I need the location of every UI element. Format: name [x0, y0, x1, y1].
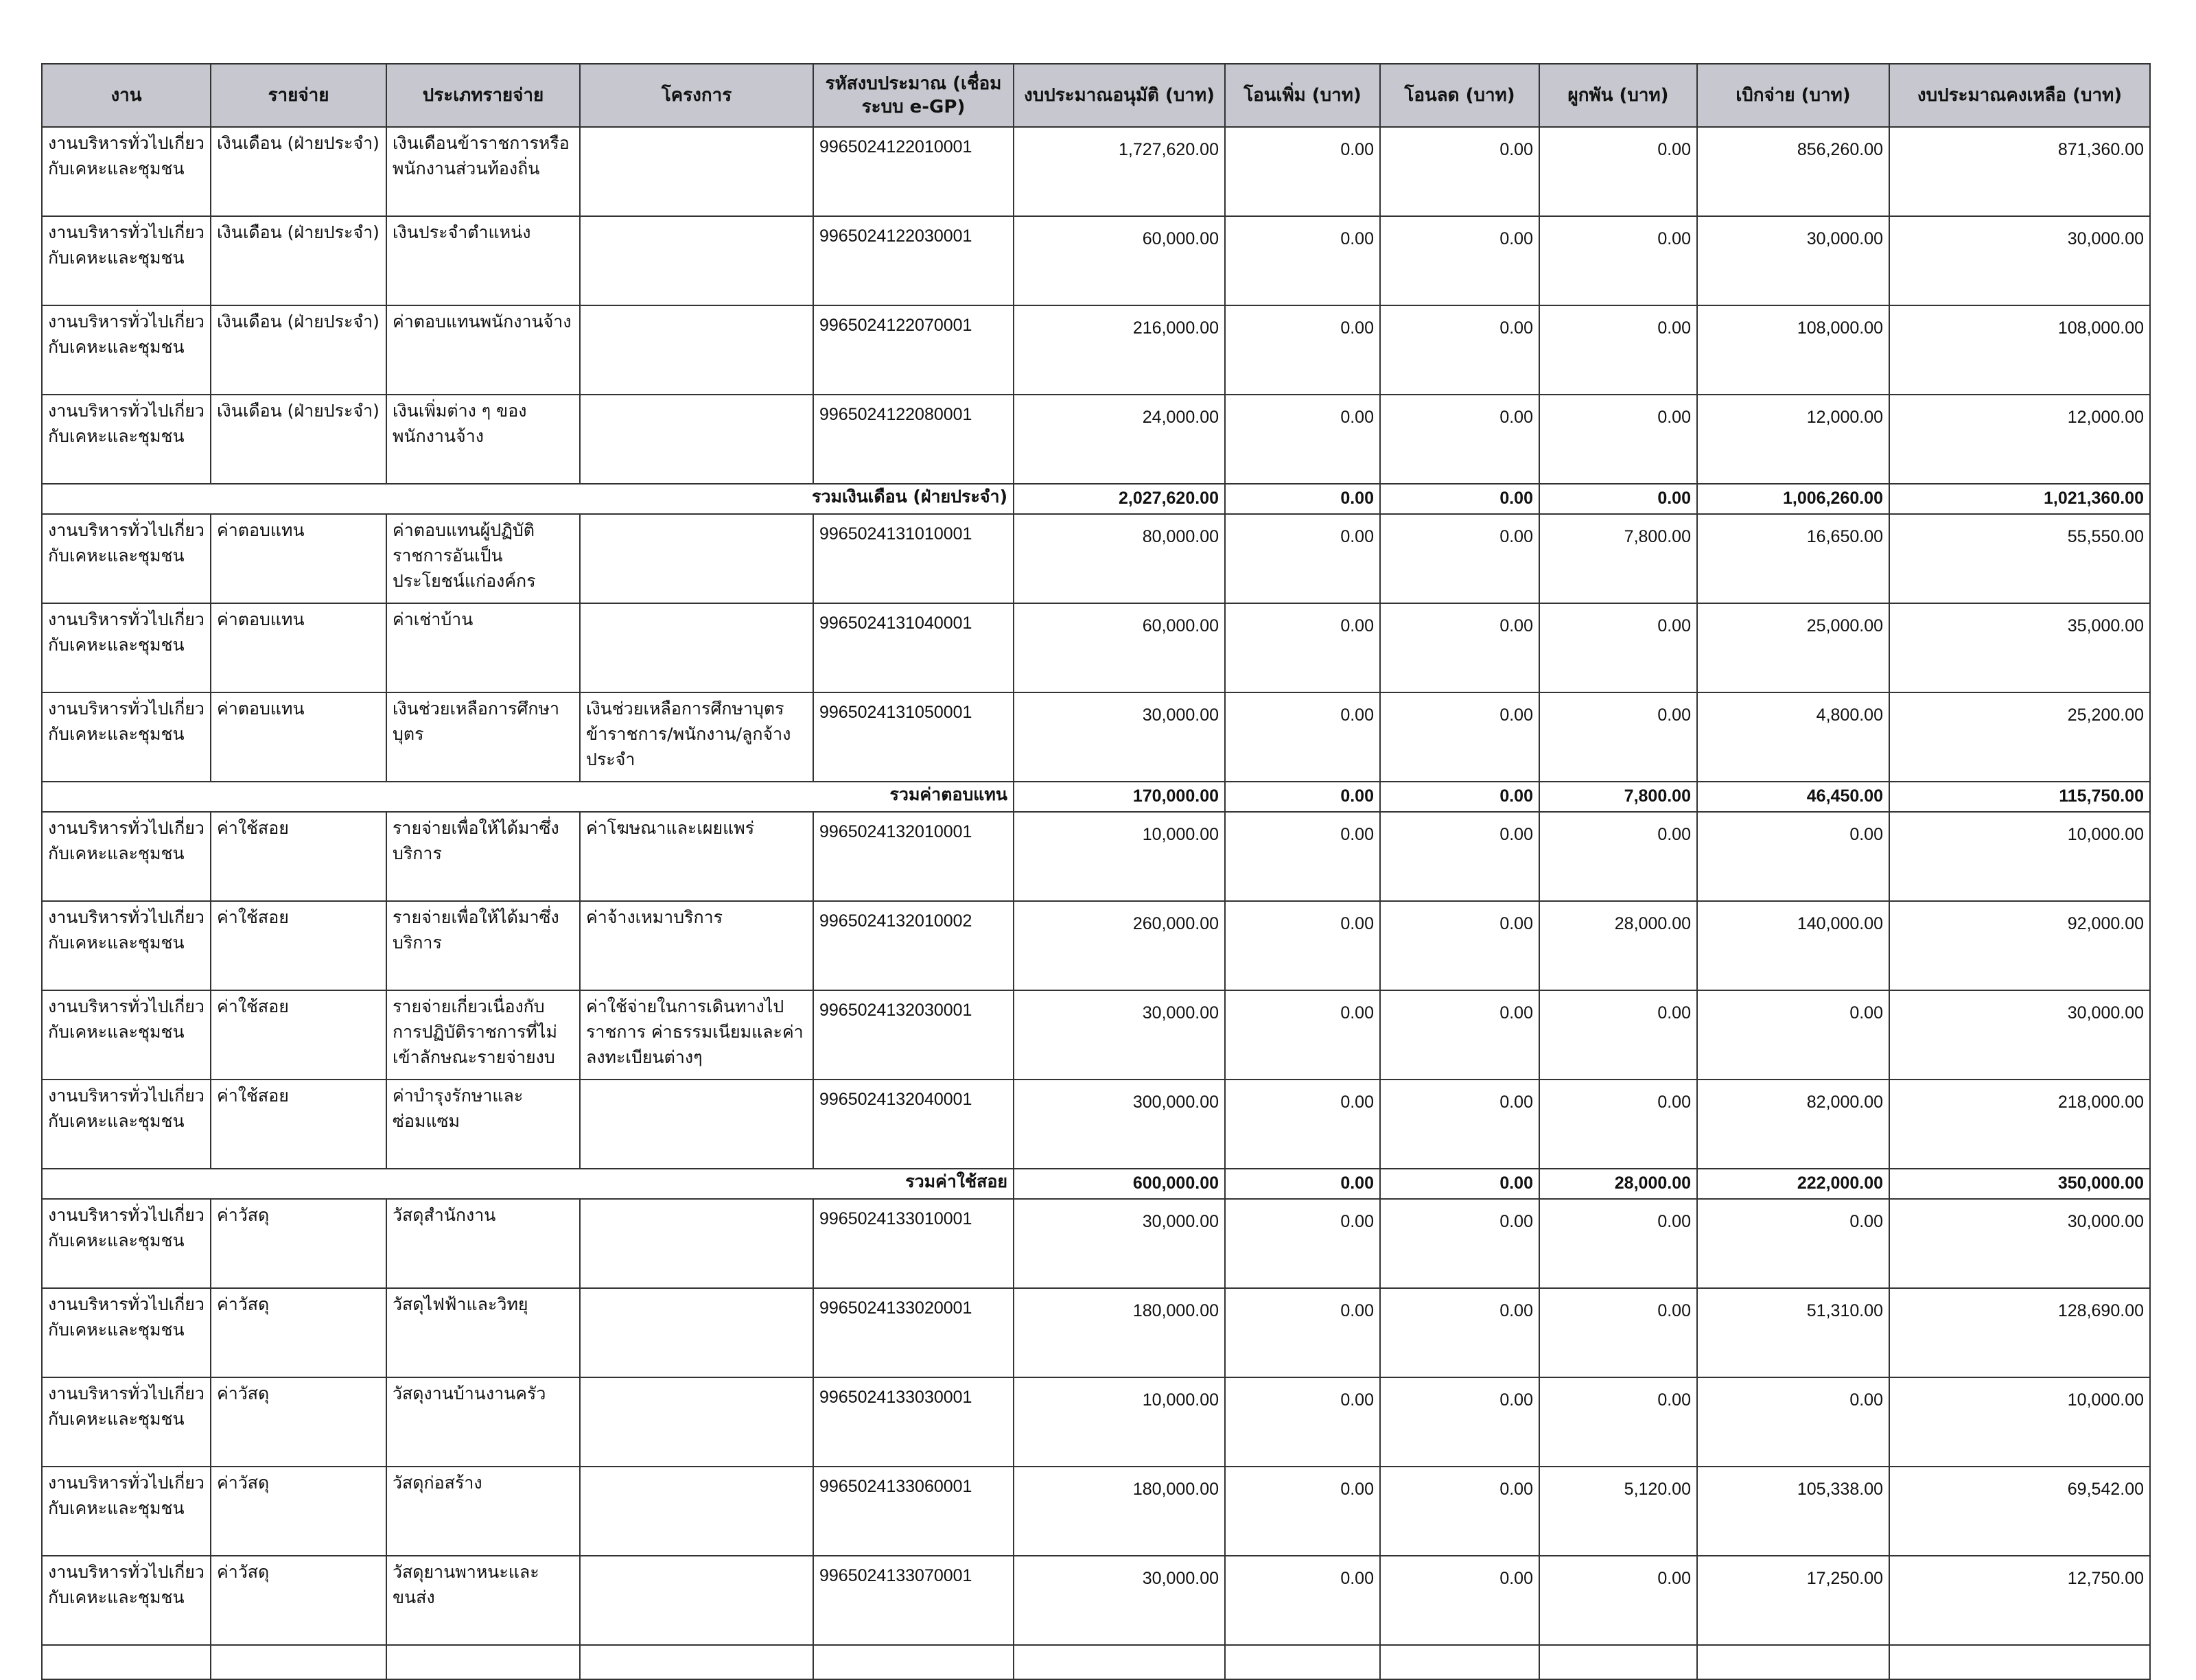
- cell-transfer-out: 0.00: [1380, 305, 1539, 395]
- cell-budget-code: 9965024133010001: [813, 1199, 1014, 1288]
- cell-project: [580, 1556, 813, 1645]
- col-header-committed: ผูกพัน (บาท): [1539, 64, 1697, 127]
- cell-expense-type: ค่าเช่าบ้าน: [386, 603, 580, 692]
- col-header-expense: รายจ่าย: [211, 64, 386, 127]
- table-header: [42, 64, 2150, 127]
- cell-committed: 0.00: [1539, 692, 1697, 782]
- cell-budget-code: 9965024132010002: [813, 901, 1014, 990]
- cell-expense-type: ค่าตอบแทนผู้ปฏิบัติราชการอันเป็นประโยชน์แก่องค์กร: [386, 514, 580, 603]
- cell-expense-type: ค่าบำรุงรักษาและซ่อมแซม: [386, 1080, 580, 1169]
- cell-work: งานบริหารทั่วไปเกี่ยวกับเคหะและชุมชน: [42, 1377, 211, 1467]
- cell-work: งานบริหารทั่วไปเกี่ยวกับเคหะและชุมชน: [42, 990, 211, 1080]
- subtotal-row: [42, 782, 2150, 812]
- cell-remaining: 35,000.00: [1889, 603, 2150, 692]
- cell-expense-type: วัสดุยานพาหนะและขนส่ง: [386, 1556, 580, 1645]
- cell-transfer-in: 0.00: [1225, 1199, 1380, 1288]
- cell-transfer-out: 0.00: [1380, 901, 1539, 990]
- cell-expense-type: รายจ่ายเพื่อให้ได้มาซึ่งบริการ: [386, 901, 580, 990]
- cell-committed: 0.00: [1539, 1199, 1697, 1288]
- cell-transfer-in: 0.00: [1225, 127, 1380, 216]
- cell-work: งานบริหารทั่วไปเกี่ยวกับเคหะและชุมชน: [42, 305, 211, 395]
- cell-budget-code: 9965024122030001: [813, 216, 1014, 305]
- col-header-project: โครงการ: [580, 64, 813, 127]
- cell-transfer-in: 0.00: [1225, 1080, 1380, 1169]
- cell-disbursed: 0.00: [1697, 812, 1889, 901]
- subtotal-approved: 600,000.00: [1014, 1169, 1225, 1199]
- cell-expense-type: รายจ่ายเพื่อให้ได้มาซึ่งบริการ: [386, 812, 580, 901]
- cell-work: งานบริหารทั่วไปเกี่ยวกับเคหะและชุมชน: [42, 1080, 211, 1169]
- table-row: [42, 395, 2150, 484]
- cell-remaining: 69,542.00: [1889, 1467, 2150, 1556]
- cell-expense: ค่าตอบแทน: [211, 692, 386, 782]
- cell-disbursed: 0.00: [1697, 1377, 1889, 1467]
- cell-committed: 0.00: [1539, 990, 1697, 1080]
- subtotal-label: รวมเงินเดือน (ฝ่ายประจำ): [42, 484, 1014, 514]
- cell-transfer-in: 0.00: [1225, 305, 1380, 395]
- cell-budget-code: 9965024133030001: [813, 1377, 1014, 1467]
- table-row: [42, 1556, 2150, 1645]
- cell-remaining: 871,360.00: [1889, 127, 2150, 216]
- cell-project: [580, 1288, 813, 1377]
- cell-project: [580, 305, 813, 395]
- cell-expense: ค่าใช้สอย: [211, 901, 386, 990]
- cell-committed: 0.00: [1539, 1080, 1697, 1169]
- cell-budget-code: 9965024131010001: [813, 514, 1014, 603]
- cell-transfer-out: 0.00: [1380, 127, 1539, 216]
- cell-remaining: 10,000.00: [1889, 812, 2150, 901]
- cell-budget-code: 9965024122080001: [813, 395, 1014, 484]
- cell-expense: ค่าวัสดุ: [211, 1467, 386, 1556]
- cell-expense: ค่าใช้สอย: [211, 990, 386, 1080]
- cell-expense: ค่าวัสดุ: [211, 1556, 386, 1645]
- cell-remaining: 30,000.00: [1889, 990, 2150, 1080]
- cell-expense: ค่าตอบแทน: [211, 514, 386, 603]
- cell-approved: 30,000.00: [1014, 692, 1225, 782]
- cell-transfer-in: 0.00: [1225, 603, 1380, 692]
- cell-expense: ค่าตอบแทน: [211, 603, 386, 692]
- cell-expense: ค่าวัสดุ: [211, 1199, 386, 1288]
- cell-expense-type: วัสดุสำนักงาน: [386, 1199, 580, 1288]
- cell-committed: 28,000.00: [1539, 901, 1697, 990]
- cell-remaining: 25,200.00: [1889, 692, 2150, 782]
- cell-expense-type: เงินช่วยเหลือการศึกษาบุตร: [386, 692, 580, 782]
- cell-disbursed: 16,650.00: [1697, 514, 1889, 603]
- cell-transfer-out: 0.00: [1380, 395, 1539, 484]
- subtotal-transfer-out: 0.00: [1380, 782, 1539, 812]
- cell-transfer-out: 0.00: [1380, 603, 1539, 692]
- cell-project: [580, 395, 813, 484]
- cell-work: งานบริหารทั่วไปเกี่ยวกับเคหะและชุมชน: [42, 603, 211, 692]
- cell-work: งานบริหารทั่วไปเกี่ยวกับเคหะและชุมชน: [42, 1288, 211, 1377]
- subtotal-disbursed: 222,000.00: [1697, 1169, 1889, 1199]
- table-row: [42, 901, 2150, 990]
- cell-budget-code: 9965024132030001: [813, 990, 1014, 1080]
- col-header-transfer-out: โอนลด (บาท): [1380, 64, 1539, 127]
- cell-work: งานบริหารทั่วไปเกี่ยวกับเคหะและชุมชน: [42, 216, 211, 305]
- subtotal-transfer-out: 0.00: [1380, 484, 1539, 514]
- table-row: [42, 692, 2150, 782]
- col-header-approved: งบประมาณอนุมัติ (บาท): [1014, 64, 1225, 127]
- subtotal-remaining: 115,750.00: [1889, 782, 2150, 812]
- cell-approved: 30,000.00: [1014, 1199, 1225, 1288]
- cell-project: ค่าใช้จ่ายในการเดินทางไปราชการ ค่าธรรมเนียมและค่าลงทะเบียนต่างๆ: [580, 990, 813, 1080]
- cell-disbursed: 0.00: [1697, 990, 1889, 1080]
- cell-transfer-out: 0.00: [1380, 1288, 1539, 1377]
- subtotal-row: [42, 1169, 2150, 1199]
- cell-committed: 0.00: [1539, 1288, 1697, 1377]
- cell-approved: 30,000.00: [1014, 990, 1225, 1080]
- cell-committed: 0.00: [1539, 216, 1697, 305]
- subtotal-disbursed: 1,006,260.00: [1697, 484, 1889, 514]
- cell-expense: เงินเดือน (ฝ่ายประจำ): [211, 127, 386, 216]
- table-row: [42, 990, 2150, 1080]
- cell-remaining: 92,000.00: [1889, 901, 2150, 990]
- cell-approved: 180,000.00: [1014, 1467, 1225, 1556]
- cell-project: [580, 127, 813, 216]
- cell-expense: ค่าใช้สอย: [211, 1080, 386, 1169]
- table-row: [42, 812, 2150, 901]
- cell-disbursed: 108,000.00: [1697, 305, 1889, 395]
- cell-disbursed: 105,338.00: [1697, 1467, 1889, 1556]
- cell-remaining: 55,550.00: [1889, 514, 2150, 603]
- cell-work: งานบริหารทั่วไปเกี่ยวกับเคหะและชุมชน: [42, 1199, 211, 1288]
- cell-work: งานบริหารทั่วไปเกี่ยวกับเคหะและชุมชน: [42, 127, 211, 216]
- empty-cell: [386, 1645, 580, 1679]
- col-header-expense-type: ประเภทรายจ่าย: [386, 64, 580, 127]
- cell-expense-type: ค่าตอบแทนพนักงานจ้าง: [386, 305, 580, 395]
- subtotal-approved: 170,000.00: [1014, 782, 1225, 812]
- cell-disbursed: 30,000.00: [1697, 216, 1889, 305]
- empty-cell: [580, 1645, 813, 1679]
- cell-expense: ค่าวัสดุ: [211, 1288, 386, 1377]
- cell-budget-code: 9965024122010001: [813, 127, 1014, 216]
- cell-budget-code: 9965024133020001: [813, 1288, 1014, 1377]
- col-header-transfer-in: โอนเพิ่ม (บาท): [1225, 64, 1380, 127]
- cell-transfer-in: 0.00: [1225, 395, 1380, 484]
- empty-cell: [1697, 1645, 1889, 1679]
- cell-project: [580, 603, 813, 692]
- cell-disbursed: 12,000.00: [1697, 395, 1889, 484]
- subtotal-transfer-in: 0.00: [1225, 484, 1380, 514]
- cell-committed: 0.00: [1539, 127, 1697, 216]
- empty-cell: [1380, 1645, 1539, 1679]
- cell-transfer-in: 0.00: [1225, 1288, 1380, 1377]
- col-header-budget-code: รหัสงบประมาณ (เชื่อมระบบ e-GP): [813, 64, 1014, 127]
- cell-transfer-out: 0.00: [1380, 1467, 1539, 1556]
- cell-committed: 5,120.00: [1539, 1467, 1697, 1556]
- table-row: [42, 1467, 2150, 1556]
- cell-approved: 1,727,620.00: [1014, 127, 1225, 216]
- cell-committed: 0.00: [1539, 305, 1697, 395]
- cell-committed: 0.00: [1539, 1377, 1697, 1467]
- cell-budget-code: 9965024132010001: [813, 812, 1014, 901]
- cell-work: งานบริหารทั่วไปเกี่ยวกับเคหะและชุมชน: [42, 812, 211, 901]
- cell-disbursed: 51,310.00: [1697, 1288, 1889, 1377]
- cell-transfer-in: 0.00: [1225, 216, 1380, 305]
- cell-work: งานบริหารทั่วไปเกี่ยวกับเคหะและชุมชน: [42, 901, 211, 990]
- cell-work: งานบริหารทั่วไปเกี่ยวกับเคหะและชุมชน: [42, 1467, 211, 1556]
- cell-transfer-out: 0.00: [1380, 1377, 1539, 1467]
- cell-expense: เงินเดือน (ฝ่ายประจำ): [211, 305, 386, 395]
- empty-row: [42, 1645, 2150, 1679]
- cell-budget-code: 9965024133070001: [813, 1556, 1014, 1645]
- subtotal-transfer-in: 0.00: [1225, 782, 1380, 812]
- cell-committed: 0.00: [1539, 812, 1697, 901]
- table-row: [42, 1377, 2150, 1467]
- cell-work: งานบริหารทั่วไปเกี่ยวกับเคหะและชุมชน: [42, 395, 211, 484]
- cell-disbursed: 4,800.00: [1697, 692, 1889, 782]
- cell-project: [580, 1377, 813, 1467]
- cell-committed: 0.00: [1539, 603, 1697, 692]
- cell-transfer-in: 0.00: [1225, 901, 1380, 990]
- cell-transfer-out: 0.00: [1380, 692, 1539, 782]
- cell-committed: 0.00: [1539, 1556, 1697, 1645]
- cell-remaining: 218,000.00: [1889, 1080, 2150, 1169]
- table-row: [42, 1199, 2150, 1288]
- subtotal-row: [42, 484, 2150, 514]
- empty-cell: [1889, 1645, 2150, 1679]
- cell-approved: 30,000.00: [1014, 1556, 1225, 1645]
- cell-remaining: 128,690.00: [1889, 1288, 2150, 1377]
- cell-approved: 10,000.00: [1014, 812, 1225, 901]
- cell-approved: 216,000.00: [1014, 305, 1225, 395]
- cell-project: [580, 1080, 813, 1169]
- cell-transfer-out: 0.00: [1380, 514, 1539, 603]
- cell-expense: ค่าใช้สอย: [211, 812, 386, 901]
- cell-remaining: 30,000.00: [1889, 1199, 2150, 1288]
- cell-transfer-in: 0.00: [1225, 812, 1380, 901]
- subtotal-approved: 2,027,620.00: [1014, 484, 1225, 514]
- cell-work: งานบริหารทั่วไปเกี่ยวกับเคหะและชุมชน: [42, 514, 211, 603]
- cell-project: [580, 514, 813, 603]
- cell-transfer-in: 0.00: [1225, 1467, 1380, 1556]
- cell-transfer-out: 0.00: [1380, 1556, 1539, 1645]
- table-row: [42, 514, 2150, 603]
- cell-approved: 260,000.00: [1014, 901, 1225, 990]
- cell-project: เงินช่วยเหลือการศึกษาบุตรข้าราชการ/พนักงาน/ลูกจ้างประจำ: [580, 692, 813, 782]
- cell-disbursed: 25,000.00: [1697, 603, 1889, 692]
- cell-remaining: 12,750.00: [1889, 1556, 2150, 1645]
- cell-approved: 300,000.00: [1014, 1080, 1225, 1169]
- empty-cell: [813, 1645, 1014, 1679]
- cell-expense-type: เงินเดือนข้าราชการหรือพนักงานส่วนท้องถิ่น: [386, 127, 580, 216]
- cell-transfer-out: 0.00: [1380, 1080, 1539, 1169]
- cell-remaining: 108,000.00: [1889, 305, 2150, 395]
- cell-project: ค่าจ้างเหมาบริการ: [580, 901, 813, 990]
- cell-committed: 0.00: [1539, 395, 1697, 484]
- empty-cell: [1014, 1645, 1225, 1679]
- cell-work: งานบริหารทั่วไปเกี่ยวกับเคหะและชุมชน: [42, 1556, 211, 1645]
- cell-expense: เงินเดือน (ฝ่ายประจำ): [211, 395, 386, 484]
- table-row: [42, 1288, 2150, 1377]
- cell-expense: ค่าวัสดุ: [211, 1377, 386, 1467]
- table-body: [42, 127, 2150, 1679]
- cell-disbursed: 856,260.00: [1697, 127, 1889, 216]
- cell-transfer-in: 0.00: [1225, 990, 1380, 1080]
- empty-cell: [1225, 1645, 1380, 1679]
- cell-disbursed: 82,000.00: [1697, 1080, 1889, 1169]
- budget-table: [41, 63, 2151, 1680]
- cell-budget-code: 9965024131050001: [813, 692, 1014, 782]
- cell-expense-type: รายจ่ายเกี่ยวเนื่องกับการปฏิบัติราชการที่ไม่เข้าลักษณะรายจ่ายงบ: [386, 990, 580, 1080]
- cell-committed: 7,800.00: [1539, 514, 1697, 603]
- cell-transfer-out: 0.00: [1380, 990, 1539, 1080]
- cell-transfer-in: 0.00: [1225, 514, 1380, 603]
- empty-cell: [1539, 1645, 1697, 1679]
- cell-budget-code: 9965024122070001: [813, 305, 1014, 395]
- table-row: [42, 603, 2150, 692]
- cell-approved: 180,000.00: [1014, 1288, 1225, 1377]
- table-row: [42, 305, 2150, 395]
- cell-expense-type: เงินเพิ่มต่าง ๆ ของพนักงานจ้าง: [386, 395, 580, 484]
- cell-expense: เงินเดือน (ฝ่ายประจำ): [211, 216, 386, 305]
- col-header-disbursed: เบิกจ่าย (บาท): [1697, 64, 1889, 127]
- empty-cell: [42, 1645, 211, 1679]
- cell-transfer-out: 0.00: [1380, 1199, 1539, 1288]
- table-row: [42, 1080, 2150, 1169]
- cell-project: [580, 216, 813, 305]
- cell-disbursed: 17,250.00: [1697, 1556, 1889, 1645]
- cell-project: ค่าโฆษณาและเผยแพร่: [580, 812, 813, 901]
- cell-transfer-out: 0.00: [1380, 812, 1539, 901]
- table-row: [42, 216, 2150, 305]
- subtotal-label: รวมค่าตอบแทน: [42, 782, 1014, 812]
- subtotal-transfer-out: 0.00: [1380, 1169, 1539, 1199]
- subtotal-committed: 7,800.00: [1539, 782, 1697, 812]
- cell-transfer-in: 0.00: [1225, 692, 1380, 782]
- subtotal-disbursed: 46,450.00: [1697, 782, 1889, 812]
- subtotal-committed: 28,000.00: [1539, 1169, 1697, 1199]
- subtotal-committed: 0.00: [1539, 484, 1697, 514]
- cell-transfer-out: 0.00: [1380, 216, 1539, 305]
- cell-transfer-in: 0.00: [1225, 1556, 1380, 1645]
- cell-budget-code: 9965024131040001: [813, 603, 1014, 692]
- cell-project: [580, 1467, 813, 1556]
- col-header-work: งาน: [42, 64, 211, 127]
- cell-approved: 10,000.00: [1014, 1377, 1225, 1467]
- empty-cell: [211, 1645, 386, 1679]
- cell-transfer-in: 0.00: [1225, 1377, 1380, 1467]
- cell-disbursed: 140,000.00: [1697, 901, 1889, 990]
- cell-approved: 80,000.00: [1014, 514, 1225, 603]
- cell-project: [580, 1199, 813, 1288]
- subtotal-label: รวมค่าใช้สอย: [42, 1169, 1014, 1199]
- cell-approved: 60,000.00: [1014, 603, 1225, 692]
- cell-remaining: 30,000.00: [1889, 216, 2150, 305]
- cell-approved: 60,000.00: [1014, 216, 1225, 305]
- cell-disbursed: 0.00: [1697, 1199, 1889, 1288]
- cell-work: งานบริหารทั่วไปเกี่ยวกับเคหะและชุมชน: [42, 692, 211, 782]
- cell-remaining: 10,000.00: [1889, 1377, 2150, 1467]
- cell-expense-type: วัสดุไฟฟ้าและวิทยุ: [386, 1288, 580, 1377]
- col-header-remaining: งบประมาณคงเหลือ (บาท): [1889, 64, 2150, 127]
- cell-remaining: 12,000.00: [1889, 395, 2150, 484]
- subtotal-transfer-in: 0.00: [1225, 1169, 1380, 1199]
- cell-budget-code: 9965024132040001: [813, 1080, 1014, 1169]
- cell-expense-type: วัสดุงานบ้านงานครัว: [386, 1377, 580, 1467]
- subtotal-remaining: 350,000.00: [1889, 1169, 2150, 1199]
- cell-budget-code: 9965024133060001: [813, 1467, 1014, 1556]
- subtotal-remaining: 1,021,360.00: [1889, 484, 2150, 514]
- cell-approved: 24,000.00: [1014, 395, 1225, 484]
- table-row: [42, 127, 2150, 216]
- cell-expense-type: วัสดุก่อสร้าง: [386, 1467, 580, 1556]
- cell-expense-type: เงินประจำตำแหน่ง: [386, 216, 580, 305]
